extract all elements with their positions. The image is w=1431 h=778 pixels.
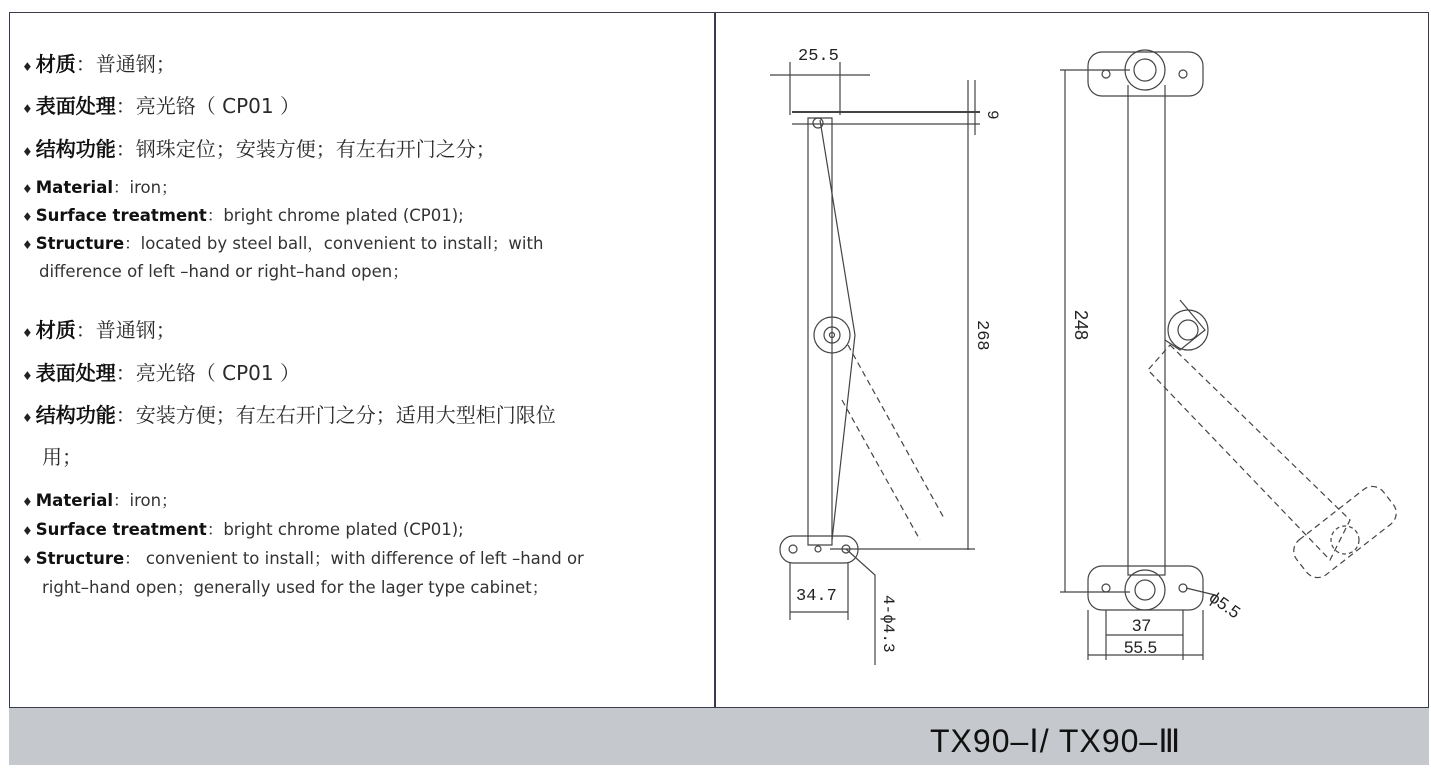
structure-en-1-cont: difference of left –hand or right–hand open； [39, 262, 409, 281]
column-divider [714, 12, 716, 765]
diamond-icon: ♦ [22, 524, 33, 538]
technical-drawing [740, 25, 1420, 685]
dim-25-5: 25.5 [798, 47, 839, 66]
dim-268: 268 [972, 320, 991, 351]
long-arm [808, 118, 832, 545]
diamond-icon: ♦ [22, 553, 33, 567]
structure-en-2-cont: right–hand open；generally used for the lager type cabinet； [42, 578, 549, 597]
diamond-icon: ♦ [22, 210, 33, 224]
material-en-2: ♦ Material：iron； [22, 491, 178, 510]
surface-en-1: ♦ Surface treatment：bright chrome plated (CP01); [22, 206, 464, 225]
structure-cn-1: ♦ 结构功能：钢珠定位；安装方便；有左右开门之分； [22, 137, 496, 161]
right-arm [1128, 85, 1165, 575]
model-number: TX90–Ⅰ/ TX90–Ⅲ [930, 723, 1182, 759]
material-cn-1: ♦ 材质：普通钢； [22, 52, 176, 76]
structure-en-1: ♦ Structure：located by steel ball，convenient to install；with [22, 234, 544, 253]
surface-cn-2: ♦ 表面处理：亮光铬（ CP01 ） [22, 361, 300, 385]
diamond-icon: ♦ [22, 326, 33, 340]
diamond-icon: ♦ [22, 102, 33, 116]
diamond-icon: ♦ [22, 145, 33, 159]
material-cn-2: ♦ 材质：普通钢； [22, 318, 176, 342]
diamond-icon: ♦ [22, 60, 33, 74]
material-en-1: ♦ Material：iron； [22, 178, 178, 197]
dim-37: 37 [1132, 616, 1151, 635]
diamond-icon: ♦ [22, 238, 33, 252]
structure-cn-2-cont: 用； [42, 445, 82, 469]
dim-4-phi-4-3: 4-ϕ4.3 [879, 595, 897, 653]
dim-55-5: 55.5 [1124, 638, 1158, 657]
dim-phi-5-5: ϕ5.5 [1205, 587, 1244, 623]
diamond-icon: ♦ [22, 182, 33, 196]
footer-bar [9, 707, 1429, 765]
dim-34-7: 34.7 [796, 587, 837, 606]
surface-en-2: ♦ Surface treatment：bright chrome plated (CP01); [22, 520, 464, 539]
structure-en-2: ♦ Structure： convenient to install；with difference of left –hand or [22, 549, 584, 568]
diamond-icon: ♦ [22, 369, 33, 383]
dim-9: 9 [983, 110, 1001, 120]
surface-cn-1: ♦ 表面处理：亮光铬（ CP01 ） [22, 94, 300, 118]
diamond-icon: ♦ [22, 411, 33, 425]
dim-248: 248 [1071, 310, 1091, 341]
diamond-icon: ♦ [22, 495, 33, 509]
structure-cn-2: ♦ 结构功能：安装方便；有左右开门之分；适用大型柜门限位 [22, 403, 556, 427]
